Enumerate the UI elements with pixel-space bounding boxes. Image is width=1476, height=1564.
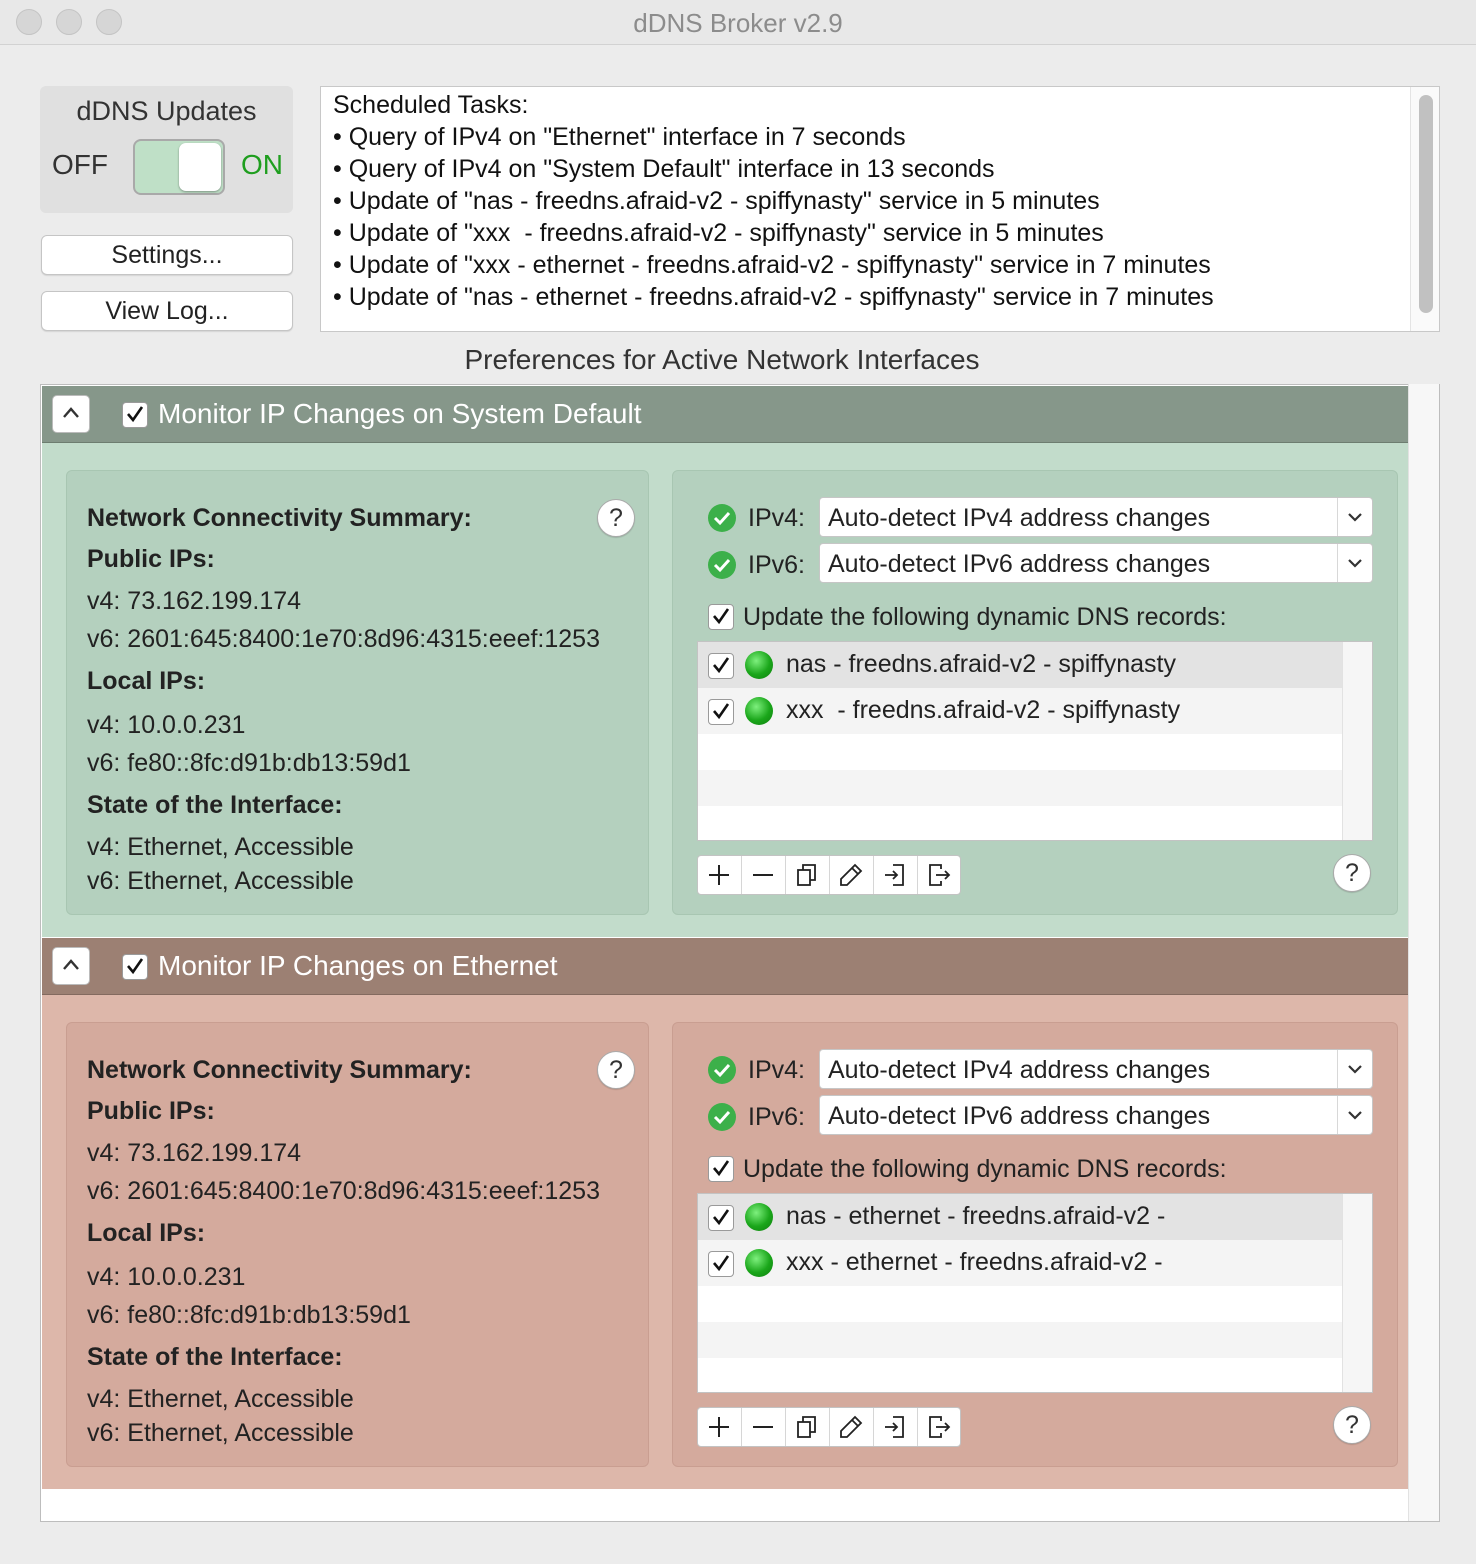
ipv4-mode-select[interactable] [819,497,1373,537]
chevron-down-icon [1337,544,1372,582]
interfaces-scroll-track[interactable] [1408,384,1439,1521]
monitor-checkbox[interactable] [122,954,148,980]
scheduled-tasks-heading: Scheduled Tasks: [333,91,529,119]
task-line: • Query of IPv4 on "Ethernet" interface in 7 seconds [333,123,906,151]
interface-state-label: State of the Interface: [87,791,343,819]
ipv6-mode-value: Auto-detect IPv6 address changes [828,550,1211,578]
ipv4-ok-icon [708,504,736,532]
tasks-scroll-track[interactable] [1410,87,1439,331]
view-log-button[interactable]: View Log... [41,291,293,331]
collapse-button[interactable] [52,395,90,433]
edit-record-button[interactable] [830,1408,874,1446]
state-v4: v4: Ethernet, Accessible [87,1385,354,1413]
ipv6-label: IPv6: [748,1103,805,1131]
empty-row [698,770,1342,806]
summary-help-button[interactable]: ? [597,499,635,537]
dns-record-row[interactable] [698,642,1342,688]
section-header-ethernet [42,938,1408,995]
ddns-updates-title: dDNS Updates [76,96,257,126]
update-records-label: Update the following dynamic DNS records: [743,603,1227,631]
window-title: dDNS Broker v2.9 [633,8,843,38]
remove-record-button[interactable] [742,1408,786,1446]
task-line: • Update of "xxx - ethernet - freedns.afraid-v2 - spiffynasty" service in 7 minutes [333,251,1211,279]
state-v6: v6: Ethernet, Accessible [87,1419,354,1447]
record-enabled-checkbox[interactable] [708,699,734,725]
record-name: nas - freedns.afraid-v2 - spiffynasty [786,650,1176,678]
ipv6-ok-icon [708,551,736,579]
section-body-system-default [42,443,1408,937]
record-name: nas - ethernet - freedns.afraid-v2 - [786,1202,1166,1230]
empty-row [698,734,1342,770]
export-record-button[interactable] [918,1408,961,1446]
scheduled-tasks-view[interactable] [320,86,1440,332]
summary-title: Network Connectivity Summary: [87,1056,472,1084]
record-name: xxx - freedns.afraid-v2 - spiffynasty [786,696,1181,724]
edit-record-button[interactable] [830,856,874,894]
title-bar [0,0,1476,45]
update-records-checkbox[interactable] [708,1156,734,1182]
status-ok-dot-icon [745,1203,773,1231]
dns-record-row[interactable] [698,1240,1342,1286]
toggle-knob[interactable] [179,143,221,191]
task-line: • Query of IPv4 on "System Default" interface in 13 seconds [333,155,995,183]
records-scroll-track[interactable] [1342,642,1372,840]
state-v4: v4: Ethernet, Accessible [87,833,354,861]
add-record-button[interactable] [698,1408,742,1446]
records-scroll-track[interactable] [1342,1194,1372,1392]
ipv6-mode-value: Auto-detect IPv6 address changes [828,1102,1211,1130]
interface-state-label: State of the Interface: [87,1343,343,1371]
monitor-checkbox[interactable] [122,402,148,428]
public-v4: v4: 73.162.199.174 [87,587,302,615]
collapse-button[interactable] [52,947,90,985]
public-v4: v4: 73.162.199.174 [87,1139,302,1167]
empty-row [698,1286,1342,1322]
task-line: • Update of "nas - freedns.afraid-v2 - spiffynasty" service in 5 minutes [333,187,1100,215]
connectivity-summary-panel [66,1022,649,1467]
status-ok-dot-icon [745,1249,773,1277]
status-ok-dot-icon [745,697,773,725]
task-line: • Update of "nas - ethernet - freedns.afraid-v2 - spiffynasty" service in 7 minutes [333,283,1214,311]
ipv4-mode-value: Auto-detect IPv4 address changes [828,504,1211,532]
duplicate-record-button[interactable] [786,856,830,894]
import-record-button[interactable] [874,1408,918,1446]
update-records-checkbox[interactable] [708,604,734,630]
ipv6-ok-icon [708,1103,736,1131]
status-ok-dot-icon [745,651,773,679]
ipv4-label: IPv4: [748,1056,805,1084]
records-toolbar [697,855,961,895]
summary-title: Network Connectivity Summary: [87,504,472,532]
on-label: ON [241,149,283,180]
update-records-label: Update the following dynamic DNS records: [743,1155,1227,1183]
ipv4-label: IPv4: [748,504,805,532]
local-v4: v4: 10.0.0.231 [87,711,246,739]
section-title: Monitor IP Changes on Ethernet [158,950,558,981]
chevron-down-icon [1337,1050,1372,1088]
dns-settings-panel [672,1022,1398,1467]
section-title: Monitor IP Changes on System Default [158,398,642,429]
public-ips-label: Public IPs: [87,545,215,573]
public-v6: v6: 2601:645:8400:1e70:8d96:4315:eeef:1253 [87,1177,600,1205]
public-ips-label: Public IPs: [87,1097,215,1125]
ipv6-mode-select[interactable] [819,543,1373,583]
state-v6: v6: Ethernet, Accessible [87,867,354,895]
public-v6: v6: 2601:645:8400:1e70:8d96:4315:eeef:1253 [87,625,600,653]
section-header-system-default [42,386,1408,443]
dns-settings-panel [672,470,1398,915]
task-line: • Update of "xxx - freedns.afraid-v2 - spiffynasty" service in 5 minutes [333,219,1104,247]
local-v6: v6: fe80::8fc:d91b:db13:59d1 [87,1301,411,1329]
local-ips-label: Local IPs: [87,667,206,695]
dns-records-list[interactable] [697,641,1373,841]
dns-records-list[interactable] [697,1193,1373,1393]
dns-record-row[interactable] [698,1194,1342,1240]
ipv4-mode-value: Auto-detect IPv4 address changes [828,1056,1211,1084]
settings-button[interactable]: Settings... [41,235,293,275]
connectivity-summary-panel [66,470,649,915]
import-record-button[interactable] [874,856,918,894]
ipv6-label: IPv6: [748,551,805,579]
remove-record-button[interactable] [742,856,786,894]
summary-help-button[interactable]: ? [597,1051,635,1089]
tasks-scrollbar-thumb[interactable] [1419,95,1433,313]
local-v4: v4: 10.0.0.231 [87,1263,246,1291]
record-enabled-checkbox[interactable] [708,1205,734,1231]
chevron-down-icon [1337,1096,1372,1134]
records-toolbar [697,1407,961,1447]
prefs-title: Preferences for Active Network Interfaces [464,344,980,375]
record-enabled-checkbox[interactable] [708,1251,734,1277]
dns-record-row[interactable] [698,688,1342,734]
duplicate-record-button[interactable] [786,1408,830,1446]
ipv6-mode-select[interactable] [819,1095,1373,1135]
ddns-updates-toggle[interactable] [133,139,225,195]
local-v6: v6: fe80::8fc:d91b:db13:59d1 [87,749,411,777]
add-record-button[interactable] [698,856,742,894]
ddns-updates-box [40,86,293,213]
chevron-down-icon [1337,498,1372,536]
ipv4-mode-select[interactable] [819,1049,1373,1089]
export-record-button[interactable] [918,856,961,894]
empty-row [698,1322,1342,1358]
local-ips-label: Local IPs: [87,1219,206,1247]
off-label: OFF [52,149,108,180]
record-name: xxx - ethernet - freedns.afraid-v2 - [786,1248,1163,1276]
records-help-button[interactable]: ? [1333,854,1371,892]
records-help-button[interactable]: ? [1333,1406,1371,1444]
section-body-ethernet [42,995,1408,1489]
ipv4-ok-icon [708,1056,736,1084]
record-enabled-checkbox[interactable] [708,653,734,679]
